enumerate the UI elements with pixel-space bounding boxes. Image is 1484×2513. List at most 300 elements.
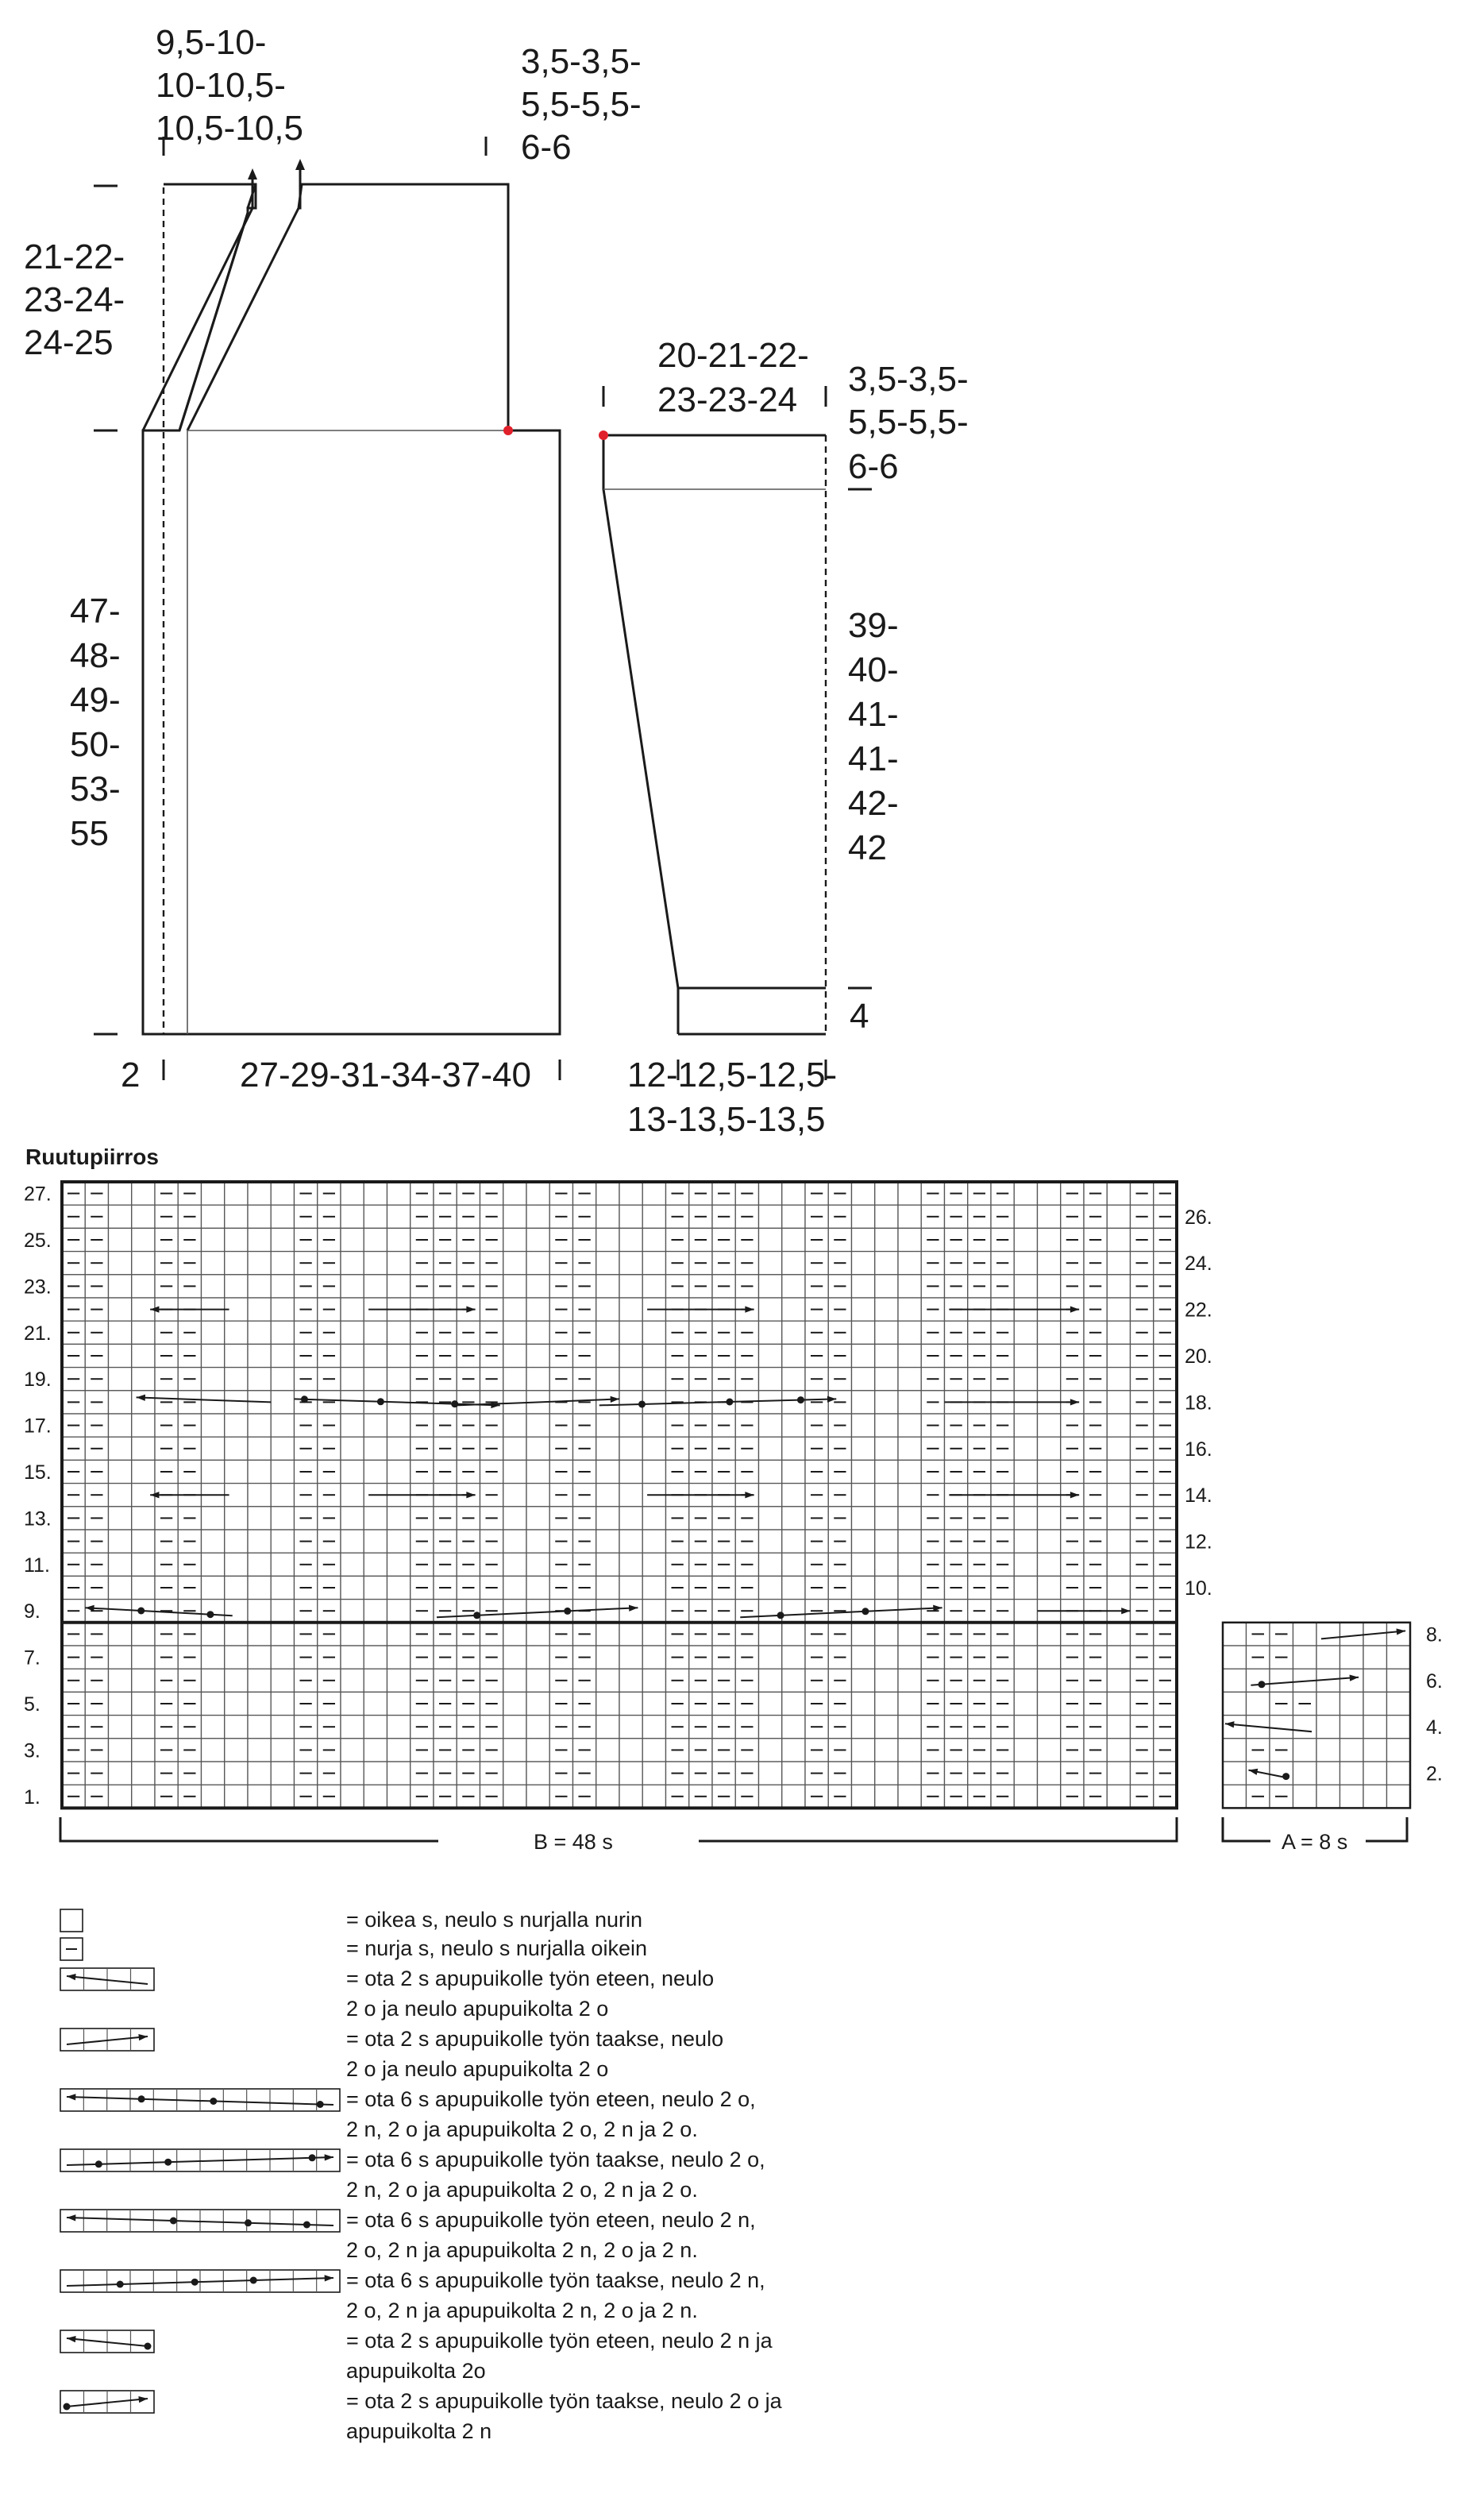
chart-a-row-label: 4. — [1426, 1716, 1443, 1739]
chart-b-cell — [109, 1716, 132, 1739]
chart-b-cell — [248, 1739, 271, 1762]
chart-a-cell — [1340, 1762, 1364, 1785]
chart-b-cell — [202, 1762, 225, 1785]
chart-b-cell — [759, 1437, 782, 1460]
chart-b-cell — [271, 1275, 294, 1298]
chart-b-cell — [898, 1553, 921, 1576]
chart-b-cell — [619, 1553, 642, 1576]
chart-b-cell — [503, 1576, 526, 1599]
chart-b-cell — [132, 1576, 155, 1599]
chart-b-cell — [759, 1785, 782, 1808]
chart-b-cell — [271, 1391, 294, 1414]
chart-b-cell — [225, 1182, 248, 1205]
chart-b-cell — [759, 1507, 782, 1530]
legend-text: 2 o ja neulo apupuikolta 2 o — [346, 2057, 609, 2081]
chart-b-cell — [341, 1600, 364, 1623]
chart-b-cell — [875, 1205, 898, 1228]
chart-b-cell — [852, 1460, 875, 1483]
chart-b-cell — [619, 1669, 642, 1692]
chart-b-cell — [1107, 1739, 1130, 1762]
chart-b-cell — [225, 1275, 248, 1298]
cable6-front-b-symbol — [60, 2210, 340, 2232]
chart-b-cell — [341, 1182, 364, 1205]
chart-b-cell — [387, 1716, 411, 1739]
chart-b-cell — [503, 1437, 526, 1460]
chart-b-cell — [1014, 1182, 1037, 1205]
chart-b-cell — [132, 1228, 155, 1251]
chart-a-brace — [1223, 1817, 1407, 1854]
chart-b-cell — [759, 1228, 782, 1251]
neck-width-label-2: 10-10,5- — [156, 66, 286, 105]
chart-b-cell — [1107, 1762, 1130, 1785]
chart-b-cell — [526, 1460, 549, 1483]
legend-text: 2 n, 2 o ja apupuikolta 2 o, 2 n ja 2 o. — [346, 2117, 698, 2141]
chart-b-cell — [619, 1785, 642, 1808]
chart-b-cell — [1038, 1553, 1061, 1576]
chart-b-cell — [364, 1414, 387, 1437]
chart-b-cell — [526, 1228, 549, 1251]
chart-b-cell — [132, 1692, 155, 1715]
chart-b-cell — [596, 1437, 619, 1460]
chart-b-cell — [364, 1669, 387, 1692]
chart-b-cell — [642, 1600, 665, 1623]
chart-b-cell — [852, 1507, 875, 1530]
chart-b-cell — [526, 1414, 549, 1437]
chart-b-cell — [109, 1530, 132, 1553]
chart-b-cell — [619, 1600, 642, 1623]
chart-b-cell — [852, 1739, 875, 1762]
chart-b-cell — [248, 1275, 271, 1298]
chart-b-cell — [109, 1275, 132, 1298]
chart-b-cell — [271, 1739, 294, 1762]
chart-b-cell — [225, 1391, 248, 1414]
chart-a-cell — [1340, 1646, 1364, 1669]
chart-b-cell — [642, 1344, 665, 1367]
chart-b-cell — [852, 1669, 875, 1692]
chart-b-cell — [1107, 1321, 1130, 1344]
sleeve-length-label-3: 41- — [848, 695, 899, 734]
chart-row-label: 10. — [1185, 1577, 1212, 1600]
chart-b-cell — [387, 1414, 411, 1437]
chart-b-cell — [898, 1646, 921, 1669]
chart-b-cell — [503, 1344, 526, 1367]
chart-b-cell — [596, 1576, 619, 1599]
chart-b-cell — [642, 1228, 665, 1251]
chart-b-cell — [225, 1646, 248, 1669]
chart-b-cell — [1038, 1205, 1061, 1228]
chart-b-cell — [503, 1530, 526, 1553]
chart-b-cell — [1107, 1344, 1130, 1367]
chart-b-cell — [364, 1692, 387, 1715]
chart-b-cell — [898, 1344, 921, 1367]
chart-b-cell — [364, 1460, 387, 1483]
chart-b-cell — [202, 1182, 225, 1205]
chart-b-cell — [271, 1321, 294, 1344]
chart-b-cell — [109, 1785, 132, 1808]
chart-b-cell — [202, 1205, 225, 1228]
chart-b-cell — [526, 1321, 549, 1344]
chart-b-cell — [852, 1252, 875, 1275]
chart-b-cell — [782, 1344, 805, 1367]
chart-b-cell — [852, 1437, 875, 1460]
body-schematic — [24, 23, 642, 1094]
chart-b-cell — [225, 1716, 248, 1739]
chart-a-cell — [1340, 1716, 1364, 1739]
chart-b-cell — [387, 1228, 411, 1251]
chart-b-cell — [759, 1600, 782, 1623]
chart-b-cell — [852, 1623, 875, 1646]
chart-b-cell — [898, 1437, 921, 1460]
body-width-label: 27-29-31-34-37-40 — [240, 1056, 531, 1094]
chart-b-cell — [271, 1669, 294, 1692]
chart-row-label: 5. — [24, 1693, 40, 1716]
chart-b-cell — [271, 1576, 294, 1599]
chart-b-cell — [271, 1646, 294, 1669]
chart-b-cell — [898, 1391, 921, 1414]
chart-b-cell — [387, 1437, 411, 1460]
chart-b-cell — [202, 1275, 225, 1298]
chart-b-cell — [1038, 1460, 1061, 1483]
chart-b-cell — [759, 1553, 782, 1576]
chart-b-cell — [503, 1553, 526, 1576]
chart-b-cell — [526, 1530, 549, 1553]
chart-b-cell — [109, 1576, 132, 1599]
chart-b-cell — [875, 1391, 898, 1414]
chart-b-cell — [898, 1252, 921, 1275]
chart-b-cell — [202, 1321, 225, 1344]
chart-b-cell — [109, 1344, 132, 1367]
legend-text: = ota 2 s apupuikolle työn taakse, neulo 2 o ja — [346, 2389, 782, 2413]
chart-b-cell — [364, 1228, 387, 1251]
chart-b-cell — [271, 1460, 294, 1483]
chart-a-cell — [1223, 1762, 1247, 1785]
chart-b-cell — [782, 1414, 805, 1437]
chart-row-label: 14. — [1185, 1484, 1212, 1507]
chart-b-cell — [759, 1182, 782, 1205]
chart-a-cell — [1247, 1669, 1270, 1692]
chart-b-cell — [225, 1414, 248, 1437]
chart-b-cell — [642, 1716, 665, 1739]
chart-b-cell — [341, 1530, 364, 1553]
chart-b-cell — [271, 1623, 294, 1646]
chart-b-cell — [1038, 1182, 1061, 1205]
chart-b-cell — [596, 1530, 619, 1553]
chart-b-cell — [202, 1344, 225, 1367]
chart-b-cell — [109, 1252, 132, 1275]
chart-b-cell — [1038, 1275, 1061, 1298]
chart-b-cell — [132, 1344, 155, 1367]
chart-b-cell — [109, 1623, 132, 1646]
band-width-label: 2 — [121, 1056, 141, 1094]
chart-b-cell — [248, 1252, 271, 1275]
chart-b-cell — [202, 1600, 225, 1623]
chart-b-cell — [341, 1646, 364, 1669]
chart-b-cell — [1038, 1669, 1061, 1692]
chart-b-cell — [596, 1553, 619, 1576]
chart-b-cell — [898, 1414, 921, 1437]
chart-b-cell — [1014, 1785, 1037, 1808]
chart-b-cell — [875, 1228, 898, 1251]
body-length-label-4: 50- — [70, 725, 121, 764]
chart-b-cell — [875, 1460, 898, 1483]
armhole-height-label-3: 24-25 — [24, 323, 114, 362]
chart-b-cell — [875, 1716, 898, 1739]
chart-b-cell — [503, 1600, 526, 1623]
chart-b-cell — [225, 1692, 248, 1715]
chart-row-label: 20. — [1185, 1345, 1212, 1368]
chart-b-cell — [202, 1437, 225, 1460]
chart-b-cell — [619, 1414, 642, 1437]
chart-row-label: 18. — [1185, 1392, 1212, 1415]
chart-b-cell — [898, 1739, 921, 1762]
chart-b-cell — [109, 1600, 132, 1623]
legend-item-cable2-back-p — [60, 2389, 783, 2443]
chart-row-label: 19. — [24, 1368, 52, 1392]
chart-row-label: 9. — [24, 1600, 40, 1623]
cable2-back-p-symbol — [60, 2391, 154, 2413]
chart-b-cell — [526, 1576, 549, 1599]
chart-b-cell — [387, 1739, 411, 1762]
chart-b-cell — [642, 1182, 665, 1205]
sleeve-marker-dot — [599, 430, 608, 440]
chart-b-cell — [387, 1182, 411, 1205]
chart-b-cell — [225, 1785, 248, 1808]
chart-b-cell — [132, 1321, 155, 1344]
chart-b-cell — [1038, 1692, 1061, 1715]
chart-b-cell — [875, 1298, 898, 1321]
chart-b-cell — [526, 1344, 549, 1367]
chart-b-cell — [898, 1321, 921, 1344]
chart-b-cell — [875, 1275, 898, 1298]
chart-b-cell — [503, 1321, 526, 1344]
chart-b-cell — [248, 1576, 271, 1599]
cable6-front-a-symbol — [60, 2089, 340, 2111]
chart-b-cell — [898, 1762, 921, 1785]
chart-b-grid — [24, 1182, 1212, 1809]
chart-a-cell — [1387, 1762, 1411, 1785]
purl-symbol — [60, 1938, 83, 1960]
legend-text: 2 n, 2 o ja apupuikolta 2 o, 2 n ja 2 o. — [346, 2178, 698, 2202]
chart-a-cell — [1363, 1716, 1387, 1739]
chart-b-cell — [364, 1716, 387, 1739]
chart-b-cell — [364, 1739, 387, 1762]
chart-b-cell — [642, 1437, 665, 1460]
chart-b-cell — [1014, 1646, 1037, 1669]
chart-title: Ruutupiirros — [25, 1145, 159, 1169]
chart-b-cell — [225, 1205, 248, 1228]
chart-b-cell — [341, 1368, 364, 1391]
chart-b-cell — [1107, 1182, 1130, 1205]
chart-b-cell — [1107, 1437, 1130, 1460]
chart-b-cell — [875, 1182, 898, 1205]
chart-b-cell — [619, 1298, 642, 1321]
chart-b-cell — [341, 1321, 364, 1344]
chart-b-cell — [109, 1692, 132, 1715]
sleeve-cap-label-1: 3,5-3,5- — [848, 360, 969, 399]
chart-b-cell — [1107, 1692, 1130, 1715]
chart-b-cell — [875, 1762, 898, 1785]
chart-b-cell — [759, 1692, 782, 1715]
chart-a-cell — [1223, 1785, 1247, 1808]
chart-b-cell — [341, 1716, 364, 1739]
chart-b-cell — [109, 1368, 132, 1391]
chart-a-cell — [1363, 1762, 1387, 1785]
chart-b-cell — [341, 1762, 364, 1785]
body-length-label-6: 55 — [70, 814, 109, 853]
chart-b-cell — [271, 1692, 294, 1715]
chart-b-cell — [202, 1507, 225, 1530]
chart-b-cell — [1038, 1368, 1061, 1391]
chart-b-cell — [503, 1716, 526, 1739]
chart-b-cell — [619, 1368, 642, 1391]
chart-b-cell — [271, 1437, 294, 1460]
chart-b-cell — [1014, 1414, 1037, 1437]
chart-b-cell — [526, 1484, 549, 1507]
chart-a-cell — [1363, 1692, 1387, 1715]
chart-b-cell — [898, 1507, 921, 1530]
chart-b-cell — [782, 1321, 805, 1344]
chart-b-cell — [1014, 1530, 1037, 1553]
chart-b-cell — [898, 1576, 921, 1599]
chart-row-label: 22. — [1185, 1299, 1212, 1322]
chart-b-cell — [526, 1507, 549, 1530]
chart-b-cell — [364, 1182, 387, 1205]
chart-b-cell — [271, 1484, 294, 1507]
chart-a-cell — [1223, 1716, 1247, 1739]
chart-b-cell — [271, 1182, 294, 1205]
chart-b-cell — [1014, 1576, 1037, 1599]
chart-b-cell — [596, 1484, 619, 1507]
chart-b-cell — [1038, 1228, 1061, 1251]
chart-b-cell — [619, 1182, 642, 1205]
chart-a-cell — [1270, 1669, 1293, 1692]
legend-item-blank — [60, 1908, 642, 1932]
chart-b-cell — [596, 1228, 619, 1251]
chart-b-cell — [1107, 1484, 1130, 1507]
chart-b-cell — [526, 1646, 549, 1669]
chart-a-width-label: A = 8 s — [1282, 1830, 1348, 1854]
chart-b-cell — [875, 1484, 898, 1507]
chart-b-cell — [503, 1646, 526, 1669]
chart-b-cell — [526, 1623, 549, 1646]
chart-b-cell — [875, 1669, 898, 1692]
chart-a-cell — [1387, 1646, 1411, 1669]
chart-b-cell — [341, 1228, 364, 1251]
chart-b-cell — [619, 1228, 642, 1251]
legend-text: = ota 6 s apupuikolle työn eteen, neulo 2 n, — [346, 2208, 756, 2232]
chart-b-cell — [596, 1368, 619, 1391]
chart-b-cell — [202, 1553, 225, 1576]
chart-b-cell — [642, 1321, 665, 1344]
chart-b-cell — [202, 1530, 225, 1553]
chart-b-cell — [619, 1739, 642, 1762]
chart-b-cell — [898, 1623, 921, 1646]
chart-b-cell — [782, 1576, 805, 1599]
chart-b-cell — [596, 1507, 619, 1530]
chart-b-cell — [642, 1785, 665, 1808]
chart-b-cell — [341, 1275, 364, 1298]
chart-b-cell — [503, 1414, 526, 1437]
chart-b-cell — [875, 1437, 898, 1460]
chart-b-cell — [759, 1252, 782, 1275]
chart-b-cell — [642, 1576, 665, 1599]
chart-b-cell — [271, 1414, 294, 1437]
chart-b-cell — [1107, 1646, 1130, 1669]
chart-b-cell — [109, 1646, 132, 1669]
chart-b-cell — [898, 1692, 921, 1715]
chart-b-cell — [619, 1716, 642, 1739]
chart-b-cell — [248, 1298, 271, 1321]
chart-b-cell — [1107, 1576, 1130, 1599]
chart-a-cell — [1316, 1785, 1340, 1808]
chart-a-cell — [1270, 1762, 1293, 1785]
chart-a-cell — [1340, 1669, 1364, 1692]
chart-b-cell — [1038, 1646, 1061, 1669]
chart-b-cell — [225, 1460, 248, 1483]
chart-b-cell — [1014, 1321, 1037, 1344]
chart-b-cell — [898, 1460, 921, 1483]
chart-b-cell — [596, 1182, 619, 1205]
chart-b-cell — [341, 1507, 364, 1530]
chart-b-cell — [225, 1228, 248, 1251]
chart-b-cell — [248, 1507, 271, 1530]
sleeve-length-label-5: 42- — [848, 784, 899, 823]
chart-b-cell — [248, 1600, 271, 1623]
chart-b-cell — [852, 1716, 875, 1739]
chart-b-cell — [341, 1553, 364, 1576]
chart-b-cell — [1107, 1391, 1130, 1414]
chart-b-cell — [759, 1275, 782, 1298]
chart-b-cell — [526, 1669, 549, 1692]
chart-b-cell — [1014, 1437, 1037, 1460]
chart-b-cell — [619, 1460, 642, 1483]
chart-b-cell — [1038, 1576, 1061, 1599]
chart-b-cell — [619, 1321, 642, 1344]
chart-b-cell — [202, 1716, 225, 1739]
chart-b-cell — [1107, 1252, 1130, 1275]
chart-b-cell — [364, 1623, 387, 1646]
chart-b-cell — [503, 1484, 526, 1507]
chart-b-cell — [387, 1368, 411, 1391]
chart-b-cell — [759, 1739, 782, 1762]
chart-b-cell — [852, 1228, 875, 1251]
chart-b-cell — [387, 1785, 411, 1808]
chart-b-cell — [1038, 1762, 1061, 1785]
chart-b-cell — [109, 1321, 132, 1344]
chart-b-cell — [248, 1228, 271, 1251]
sleeve-top-width-label-2: 23-23-24 — [657, 380, 798, 419]
chart-row-label: 24. — [1185, 1253, 1212, 1276]
legend-item-cable2-front — [60, 1967, 714, 2021]
chart-b-cell — [364, 1600, 387, 1623]
chart-b-cell — [642, 1530, 665, 1553]
chart-a-cell — [1270, 1716, 1293, 1739]
chart-a-cell — [1387, 1692, 1411, 1715]
chart-b-cell — [642, 1368, 665, 1391]
chart-row-label: 21. — [24, 1322, 52, 1345]
chart-b-cell — [782, 1228, 805, 1251]
legend-text: apupuikolta 2 n — [346, 2419, 492, 2443]
chart-b-cell — [596, 1391, 619, 1414]
chart-b-cell — [109, 1228, 132, 1251]
sleeve-length-label-1: 39- — [848, 606, 899, 645]
chart-b-cell — [596, 1739, 619, 1762]
chart-b-cell — [619, 1530, 642, 1553]
chart-b-cell — [852, 1484, 875, 1507]
chart-a-cell — [1387, 1739, 1411, 1762]
chart-b-cell — [503, 1669, 526, 1692]
chart-b-cell — [387, 1762, 411, 1785]
